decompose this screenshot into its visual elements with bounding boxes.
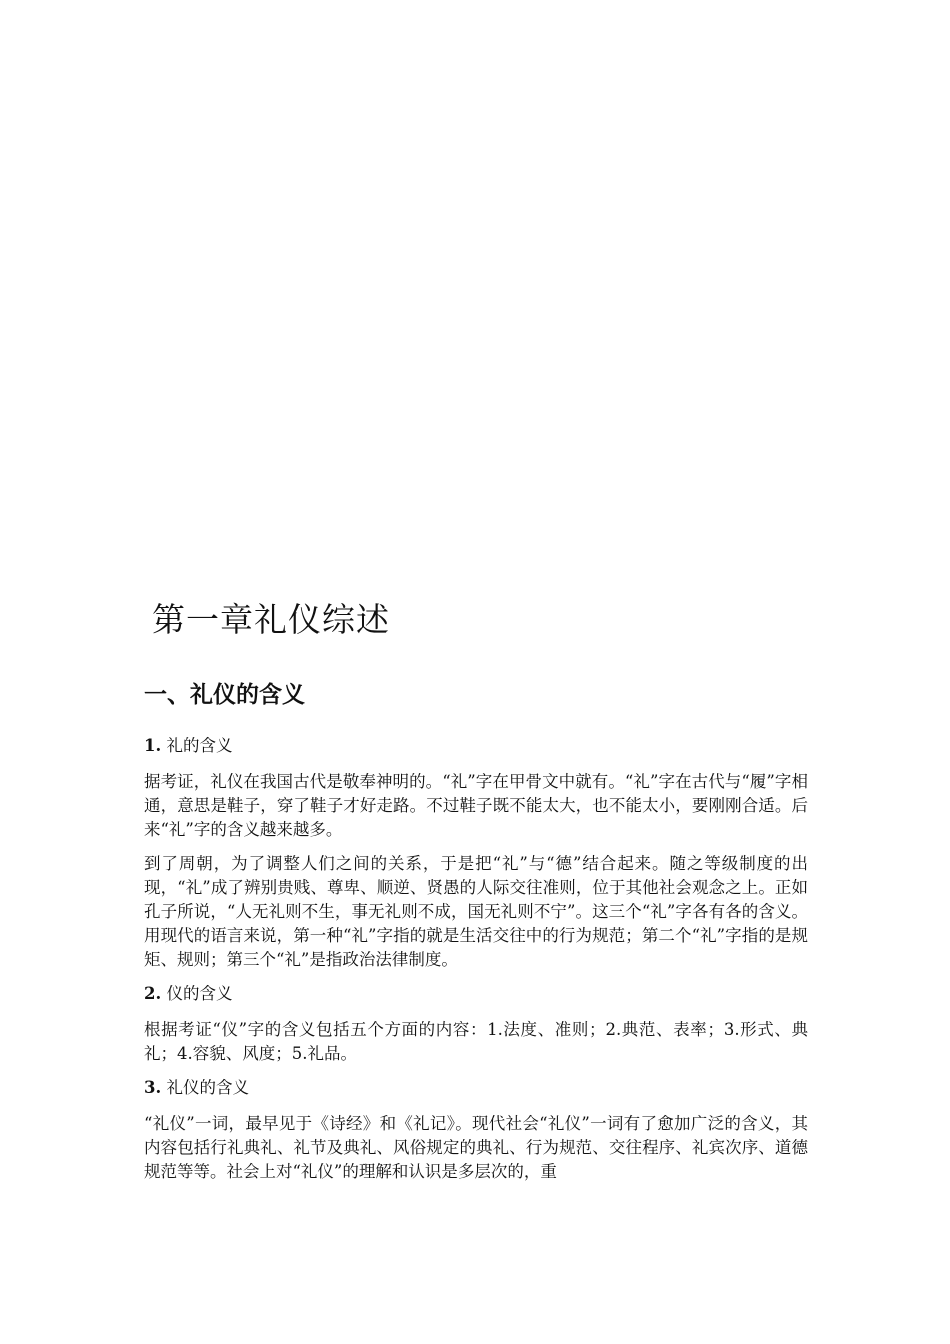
paragraph: “礼仪”一词，最早见于《诗经》和《礼记》。现代社会“礼仪”一词有了愈加广泛的含义，其内容包括行礼典礼、礼节及典礼、风俗规定的典礼、行为规范、交往程序、礼宾次序、道德规范等等。社会上对“礼仪”的理解和认识是多层次的，重 [144,1114,808,1181]
section-heading: 一、礼仪的含义 [144,682,305,708]
subsection-heading-1 [144,734,808,758]
subsection-title: 礼仪的含义 [166,1078,249,1097]
subsection-title: 仪的含义 [166,984,233,1003]
document-body [144,734,808,1194]
paragraph: 到了周朝，为了调整人们之间的关系，于是把“礼”与“德”结合起来。随之等级制度的出现，“礼”成了辨别贵贱、尊卑、顺逆、贤愚的人际交往准则，位于其他社会观念之上。正如孔子所说，“人无礼则不生，事无礼则不成，国无礼则不宁”。这三个“礼”字各有各的含义。用现代的语言来说，第一种“礼”字指的就是生活交往中的行为规范；第二个“礼”字指的是规矩、规则；第三个“礼”是指政治法律制度。 [144,854,808,969]
chapter-title: 第一章礼仪综述 [152,600,390,639]
paragraph: 根据考证“仪”字的含义包括五个方面的内容：1.法度、准则；2.典范、表率；3.形式、典礼；4.容貌、风度；5.礼品。 [144,1020,808,1063]
subsection-heading-2 [144,982,808,1006]
subsection-heading-3 [144,1076,808,1100]
subsection-number: 2. [144,984,162,1003]
subsection-number: 1. [144,736,162,755]
paragraph: 据考证，礼仪在我国古代是敬奉神明的。“礼”字在甲骨文中就有。“礼”字在古代与“履”字相通，意思是鞋子，穿了鞋子才好走路。不过鞋子既不能太大，也不能太小，要刚刚合适。后来“礼”字的含义越来越多。 [144,772,808,839]
subsection-number: 3. [144,1078,162,1097]
subsection-title: 礼的含义 [166,736,233,755]
